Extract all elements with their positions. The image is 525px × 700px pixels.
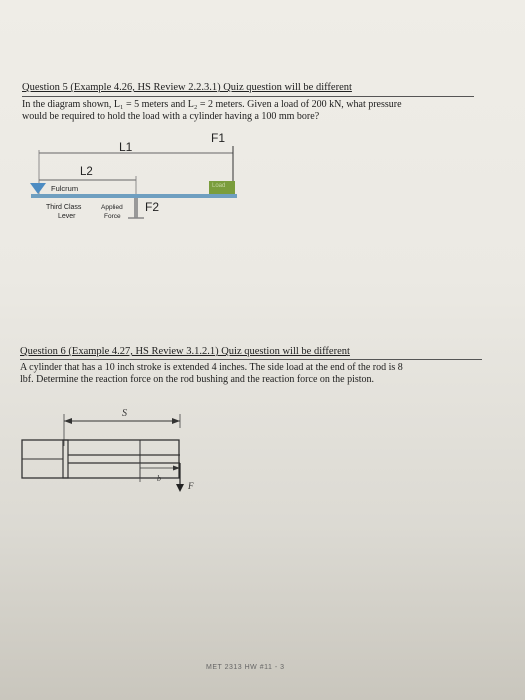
question-6-title: Question 6 (Example 4.27, HS Review 3.1.2.1) Quiz question will be different bbox=[20, 346, 350, 357]
f1-label: F1 bbox=[211, 131, 226, 145]
s-left-arrowhead bbox=[64, 418, 72, 424]
question-6-text-line1: A cylinder that has a 10 inch stroke is extended 4 inches. The side load at the end of the rod is 8 bbox=[20, 362, 403, 373]
lever-type-line2: Lever bbox=[58, 213, 76, 220]
question-5-text-line1: In the diagram shown, L₁ = 5 meters and L₂ = 2 meters. Given a load of 200 kN, what pressure bbox=[22, 99, 402, 110]
fulcrum-label: Fulcrum bbox=[51, 184, 79, 193]
applied-force-line1: Applied bbox=[101, 204, 123, 211]
lever-type-line1: Third Class bbox=[46, 204, 82, 211]
f-label: F bbox=[188, 481, 194, 491]
load-label: Load bbox=[212, 183, 226, 189]
question-6-text-line2: lbf. Determine the reaction force on the rod bushing and the reaction force on the piston. bbox=[20, 373, 375, 385]
s-label: S bbox=[122, 408, 127, 419]
f2-label: F2 bbox=[145, 200, 160, 214]
question-5-text-line2: would be required to hold the load with a cylinder having a 100 mm bore? bbox=[22, 110, 320, 122]
b-label: b bbox=[157, 474, 161, 483]
f-arrowhead bbox=[176, 484, 184, 492]
applied-force-line2: Force bbox=[104, 213, 121, 220]
page-footer: MET 2313 HW #11 - 3 bbox=[206, 664, 285, 671]
l1-label: L1 bbox=[119, 140, 133, 154]
s-right-arrowhead bbox=[172, 418, 180, 424]
l2-label: L2 bbox=[80, 166, 93, 178]
rod-bushing bbox=[140, 440, 179, 478]
question-5-title: Question 5 (Example 4.26, HS Review 2.2.3.1) Quiz question will be different bbox=[22, 82, 352, 93]
